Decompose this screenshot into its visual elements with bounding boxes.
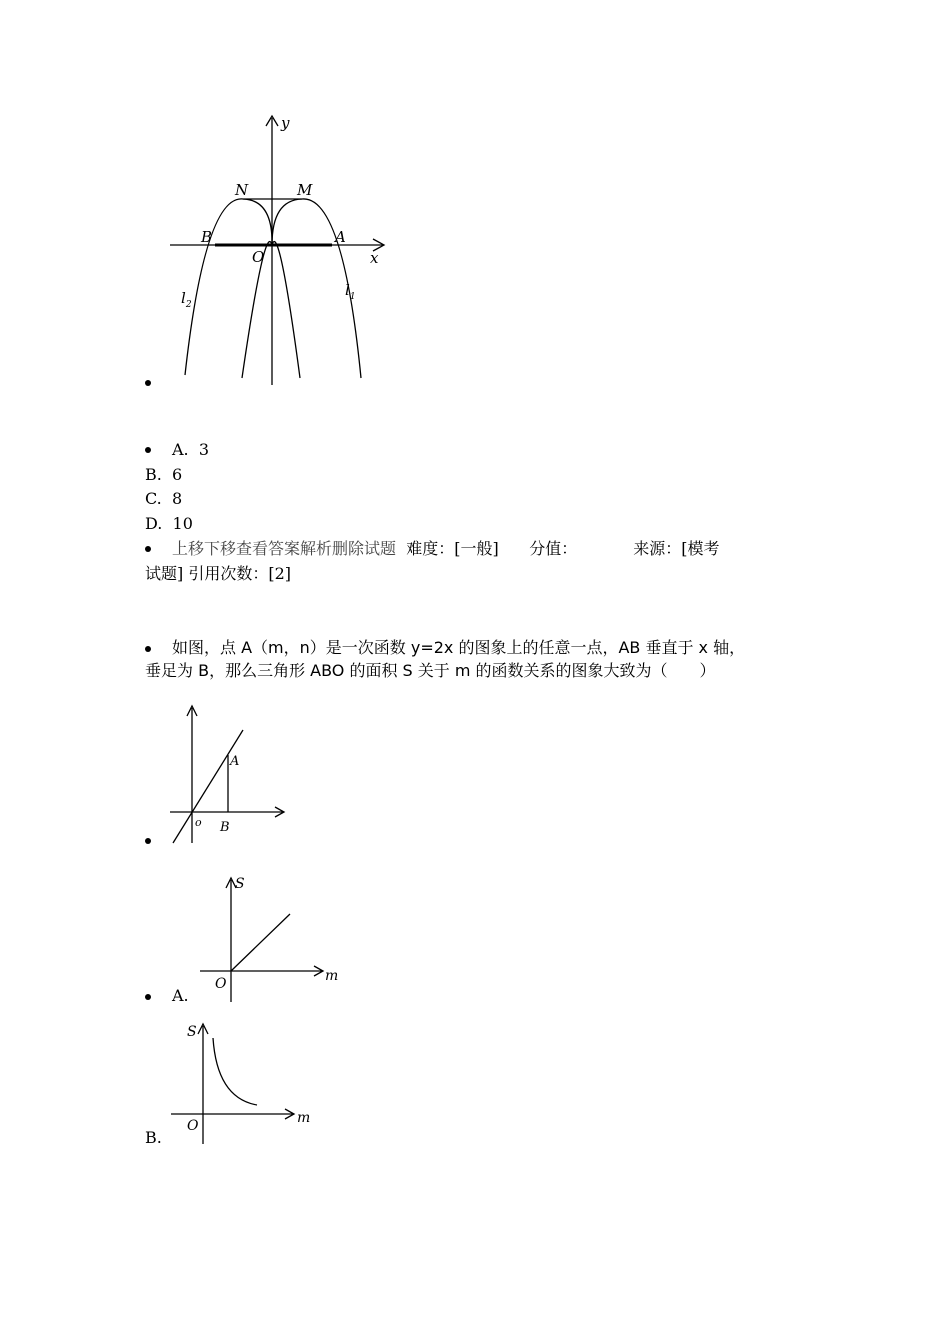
label-l1: $l_1$ — [345, 281, 356, 302]
bullet-question2 — [145, 646, 151, 652]
score-label: 分值： — [529, 539, 578, 558]
optB-label-m: m — [297, 1110, 311, 1126]
source-value-cont: 试题] — [145, 564, 184, 583]
label-m: M — [297, 181, 313, 199]
optB-label-s: S — [187, 1024, 197, 1040]
option-c[interactable]: C. 8 — [145, 489, 183, 508]
source-label: 来源： — [633, 539, 682, 558]
move-up-link[interactable]: 上移 — [172, 539, 205, 558]
move-down-link[interactable]: 下移 — [204, 539, 237, 558]
delete-link[interactable]: 删除试题 — [332, 539, 397, 558]
optA-label-m: m — [325, 968, 339, 984]
option-b-graph[interactable] — [165, 1018, 315, 1148]
question1-toolbar-line2 — [145, 563, 291, 585]
difficulty-value: [一般] — [454, 539, 499, 558]
label-o: O — [252, 248, 265, 266]
q2-option-b-letter[interactable]: B. — [145, 1128, 162, 1147]
cite-value: [2] — [268, 564, 292, 583]
q2-label-o: o — [195, 816, 202, 829]
label-y: y — [281, 114, 290, 132]
label-n: N — [235, 181, 249, 199]
option-a-graph[interactable] — [195, 872, 345, 1007]
label-b: B — [201, 228, 213, 246]
label-x: x — [370, 249, 379, 267]
optA-label-s: S — [235, 876, 245, 892]
difficulty-label: 难度： — [406, 539, 455, 558]
source-value: [模考 — [681, 539, 720, 558]
label-l2: $l_2$ — [181, 289, 192, 310]
q2-option-a-letter[interactable]: A. — [172, 986, 189, 1005]
bullet-figure2 — [145, 838, 151, 844]
q2-label-b: B — [220, 820, 230, 835]
optB-label-o: O — [187, 1118, 199, 1134]
bullet-toolbar — [145, 546, 151, 552]
option-a[interactable]: A. 3 — [172, 440, 209, 459]
question2-figure — [165, 700, 295, 850]
optA-label-o: O — [215, 976, 227, 992]
bullet-options — [145, 447, 151, 453]
question1-figure — [165, 110, 395, 390]
label-a: A — [335, 228, 346, 246]
question2-text-line1: 如图，点 A（m，n）是一次函数 y=2x 的图象上的任意一点，AB 垂直于 x 轴， — [172, 638, 746, 657]
option-b[interactable]: B. 6 — [145, 465, 183, 484]
bullet-option-a — [145, 994, 151, 1000]
option-d[interactable]: D. 10 — [145, 514, 193, 533]
view-answer-link[interactable]: 查看答案解析 — [236, 539, 333, 558]
cite-label: 引用次数： — [188, 564, 269, 583]
bullet-figure1 — [145, 380, 151, 386]
question2-text-line2: 垂足为 B，那么三角形 ABO 的面积 S 关于 m 的函数关系的图象大致为（ ） — [145, 661, 716, 680]
question1-toolbar — [172, 538, 720, 560]
q2-label-a: A — [230, 754, 240, 769]
